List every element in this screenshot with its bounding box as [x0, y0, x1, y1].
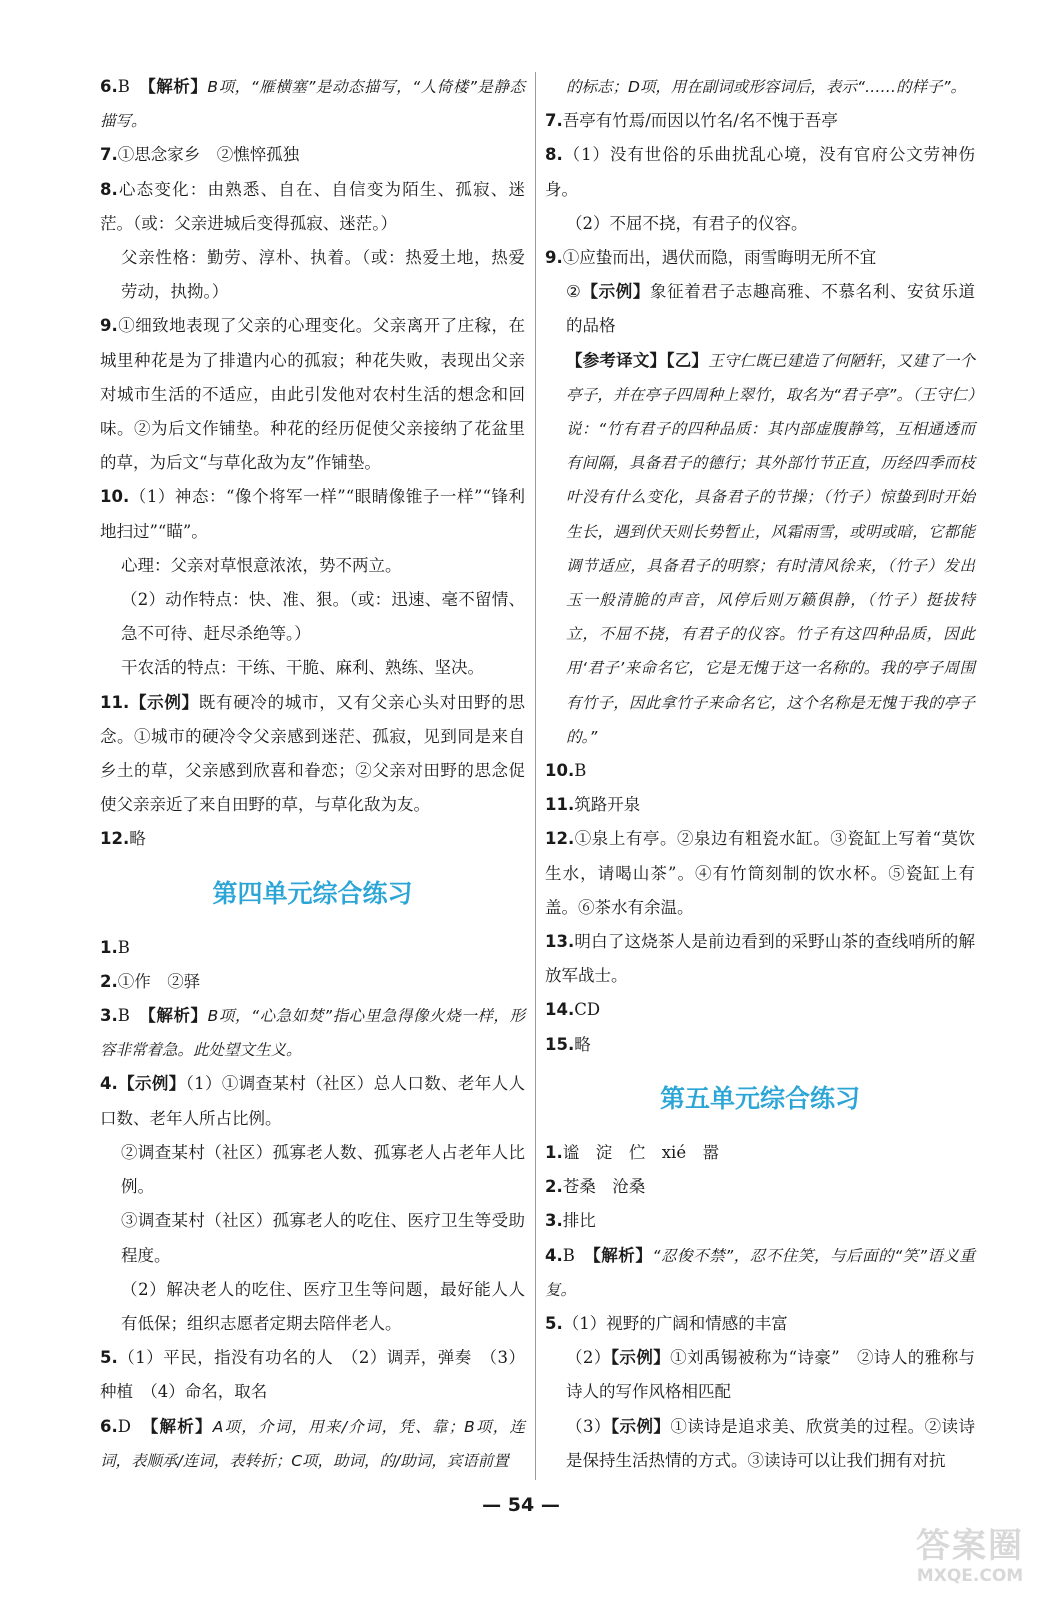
question-number: 11.	[545, 795, 575, 815]
answer-item	[100, 999, 525, 1067]
answer-text: B	[574, 761, 587, 781]
question-number: 4.	[545, 1245, 563, 1265]
answer-text: 明白了这烧茶人是前边看到的采野山茶的查线哨所的解放军战士。	[545, 932, 975, 986]
answer-item	[545, 788, 975, 822]
answer-text: 心态变化：由熟悉、自在、自信变为陌生、孤寂、迷茫。（或：父亲进城后变得孤寂、迷茫。）	[100, 179, 525, 233]
left-column	[100, 70, 525, 1478]
answer-text: ①应蛰而出，遇伏而隐，雨雪晦明无所不宜	[562, 248, 877, 268]
answer-text: （2）	[566, 1348, 611, 1368]
answer-text: B	[562, 1245, 593, 1265]
answer-tag: 【参考译文】【乙】	[566, 350, 709, 370]
answer-item	[100, 686, 525, 823]
answer-item	[545, 1341, 975, 1409]
answer-item	[100, 1273, 525, 1341]
answer-text: 干农活的特点：干练、干脆、麻利、熟练、坚决。	[121, 658, 484, 678]
answer-item	[100, 583, 525, 651]
answer-text: 排比	[562, 1211, 596, 1231]
answer-item	[100, 822, 525, 856]
answer-item	[545, 822, 975, 925]
answer-text: 谧 淀 伫 xié 嚣	[562, 1142, 720, 1162]
question-number: 15.	[545, 1034, 575, 1054]
question-number: 11.	[100, 692, 130, 712]
answer-item	[100, 651, 525, 685]
answer-item	[545, 241, 975, 275]
answer-item	[100, 549, 525, 583]
answer-text: 苍桑 沧桑	[562, 1177, 646, 1197]
answer-tag: 【解析】	[147, 1006, 208, 1026]
question-number: 10.	[545, 761, 575, 781]
question-number: 5.	[545, 1313, 563, 1333]
answer-item	[545, 275, 975, 343]
answer-item	[545, 70, 975, 104]
question-number: 4.	[100, 1074, 118, 1094]
answer-analysis: “忍俊不禁”，忍不住笑，与后面的“笑”语义重复。	[545, 1246, 975, 1299]
right-column	[545, 70, 975, 1478]
question-number: 1.	[100, 937, 118, 957]
answer-tag: 【解析】	[147, 77, 208, 96]
answer-tag: 【示例】	[129, 692, 199, 712]
answer-item	[100, 173, 525, 241]
question-number: 5.	[100, 1348, 118, 1368]
answer-analysis: B项，“雁横塞”是动态描写，“人倚楼”是静态描写。	[100, 78, 525, 131]
answer-item	[545, 1204, 975, 1238]
answer-text: （2）不屈不挠，有君子的仪容。	[566, 213, 808, 233]
answer-text: D	[117, 1416, 150, 1436]
answer-item	[545, 138, 975, 206]
answer-text: （1）平民，指没有功名的人 （2）调弄，弹奏 （3）种植 （4）命名，取名	[100, 1348, 525, 1402]
question-number: 2.	[545, 1177, 563, 1197]
answer-text: 父亲性格：勤劳、淳朴、执着。（或：热爱土地，热爱劳动，执拗。）	[121, 248, 525, 302]
answer-item	[100, 241, 525, 309]
answer-item	[100, 965, 525, 999]
question-number: 14.	[545, 1000, 575, 1020]
question-number: 7.	[100, 145, 118, 165]
answer-item	[545, 104, 975, 138]
answer-text: B	[117, 1006, 148, 1026]
answer-item	[545, 344, 975, 754]
answer-text: 既有硬冷的城市，又有父亲心头对田野的思念。①城市的硬冷令父亲感到迷茫、孤寂，见到同是来自乡土的草，父亲感到欣喜和眷恋；②父亲对田野的思念促使父亲亲近了来自田野的草，与草化敌为友。	[100, 692, 526, 815]
question-number: 9.	[545, 248, 563, 268]
answer-text: （2）动作特点：快、准、狠。（或：迅速、毫不留情、急不可待、赶尽杀绝等。）	[121, 590, 525, 644]
section-title: 第五单元综合练习	[659, 1083, 860, 1113]
question-number: 12.	[545, 829, 575, 849]
answer-text: ①思念家乡 ②憔悴孤独	[117, 145, 300, 165]
answer-item	[100, 931, 525, 965]
answer-item	[545, 1410, 975, 1478]
page-number: — 54 —	[482, 1494, 560, 1516]
question-number: 12.	[100, 829, 130, 849]
answer-text: （1）①调查某村（社区）总人口数、老年人人口数、老年人所占比例。	[100, 1074, 526, 1128]
answer-text: B	[117, 77, 148, 96]
question-number: 3.	[100, 1006, 118, 1026]
answer-item	[545, 993, 975, 1027]
answer-text: ①细致地表现了父亲的心理变化。父亲离开了庄稼，在城里种花是为了排遣内心的孤寂；种花失败，表现出父亲对城市生活的不适应，由此引发他对农村生活的想念和回味。②为后文作铺垫。种花的经历促使父亲接纳了花盆里的草，为后文“与草化敌为友”作铺垫。	[100, 316, 525, 473]
answer-text: ①作 ②驿	[117, 971, 201, 991]
answer-analysis: A项，介词，用来/介词，凭、靠；B项，连词，表顺承/连词，表转折；C项，助词，的/助词，宾语前置	[100, 1417, 525, 1470]
answer-tag: 【示例】	[117, 1074, 186, 1094]
answer-text: 筑路开泉	[574, 795, 641, 815]
answer-item	[545, 925, 975, 993]
answer-text: （2）解决老人的吃住、医疗卫生等问题，最好能人人有低保；组织志愿者定期去陪伴老人。	[121, 1279, 525, 1333]
watermark-logo	[910, 1526, 1030, 1592]
answer-tag: 【示例】	[581, 282, 650, 302]
answer-text: ①刘禹锡被称为“诗豪” ②诗人的雅称与诗人的写作风格相匹配	[566, 1348, 976, 1402]
answer-text: （1）没有世俗的乐曲扰乱心境，没有官府公文劳神伤身。	[545, 145, 975, 199]
question-number: 3.	[545, 1211, 563, 1231]
question-number: 8.	[545, 145, 563, 165]
watermark-url: MXQE.COM	[916, 1566, 1024, 1586]
answer-tag: 【示例】	[610, 1416, 671, 1436]
answer-text: 吾亭有竹焉/而因以竹名/名不愧于吾亭	[562, 111, 838, 131]
answer-tag: 【解析】	[149, 1416, 213, 1436]
question-number: 7.	[545, 111, 563, 131]
question-number: 2.	[100, 971, 118, 991]
question-number: 6.	[100, 1416, 118, 1436]
answer-item	[100, 138, 525, 172]
answer-analysis: 的标志；D项，用在副词或形容词后，表示“……的样子”。	[566, 78, 966, 96]
question-number: 9.	[100, 316, 118, 336]
answer-item	[100, 480, 525, 548]
answer-text: B	[117, 937, 130, 957]
answer-item	[545, 1170, 975, 1204]
answer-item	[545, 1239, 975, 1307]
section-title: 第四单元综合练习	[212, 878, 413, 908]
question-number: 13.	[545, 932, 575, 952]
answer-item	[545, 1028, 975, 1062]
answer-text: ①读诗是追求美、欣赏美的过程。②读诗是保持生活热情的方式。③读诗可以让我们拥有对抗	[566, 1416, 976, 1470]
answer-item	[545, 1307, 975, 1341]
answer-text: （3）	[566, 1416, 611, 1436]
answer-item	[545, 1136, 975, 1170]
question-number: 6.	[100, 77, 118, 96]
question-number: 1.	[545, 1142, 563, 1162]
answer-analysis: B项，“心急如焚”指心里急得像火烧一样，形容非常着急。此处望文生义。	[100, 1007, 525, 1060]
answer-item	[545, 754, 975, 788]
answer-text: CD	[574, 1000, 601, 1020]
answer-item	[545, 207, 975, 241]
answer-text: 略	[129, 829, 146, 849]
answer-item	[100, 1067, 525, 1135]
question-number: 8.	[100, 179, 118, 199]
question-number: 10.	[100, 487, 130, 507]
answer-text: ③调查某村（社区）孤寡老人的吃住、医疗卫生等受助程度。	[121, 1211, 525, 1265]
answer-item	[100, 1204, 525, 1272]
answer-text: ①泉上有亭。②泉边有粗瓷水缸。③瓷缸上写着“莫饮生水，请喝山茶”。④有竹筒刻制的饮水杯。⑤瓷缸上有盖。⑥茶水有余温。	[545, 829, 975, 917]
answer-text: （1）视野的广阔和情感的丰富	[562, 1313, 788, 1333]
answer-text: ②调查某村（社区）孤寡老人数、孤寡老人占老年人比例。	[121, 1142, 525, 1197]
answer-item	[100, 1136, 525, 1204]
watermark-logo-text: 答案圈	[916, 1526, 1024, 1566]
answer-item	[100, 309, 525, 480]
column-divider	[535, 72, 536, 1480]
answer-analysis: 王守仁既已建造了何陋轩，又建了一个亭子，并在亭子四周种上翠竹，取名为“君子亭”。（王守仁）说：“竹有君子的四种品质：其内部虚腹静笃，互相通透而有间隔，具备君子的德行；其外部竹节正直，历经四季而枝叶没有什么变化，具备君子的节操；（竹子）惊蛰到时开始生长，遇到伏天则长势暂止，风霜雨雪，或明或暗，它都能调节适应，具备君子的明察；有时清风徐来，（竹子）发出玉一般清脆的声音，风停后则万籁俱静，（竹子）挺拔特立，不屈不挠，有君子的仪容。竹子有这四种品质，因此用‘君子’来命名它，它是无愧于这一名称的。我的亭子周围有竹子，因此拿竹子来命名它，这个名称是无愧于我的亭子的。”	[566, 351, 975, 746]
answer-tag: 【解析】	[592, 1245, 653, 1265]
answer-text: 心理：父亲对草恨意浓浓，势不两立。	[121, 555, 402, 575]
answer-text: 象征着君子志趣高雅、不慕名利、安贫乐道的品格	[566, 282, 976, 336]
answer-item	[100, 1341, 525, 1409]
answer-text: 略	[574, 1034, 591, 1054]
answer-tag: 【示例】	[610, 1348, 671, 1368]
answer-text: ②	[566, 282, 582, 302]
answer-item	[100, 1410, 525, 1478]
answer-text: （1）神态：“像个将军一样”“眼睛像锥子一样”“锋利地扫过”“瞄”。	[100, 487, 525, 541]
answer-item	[100, 70, 525, 138]
